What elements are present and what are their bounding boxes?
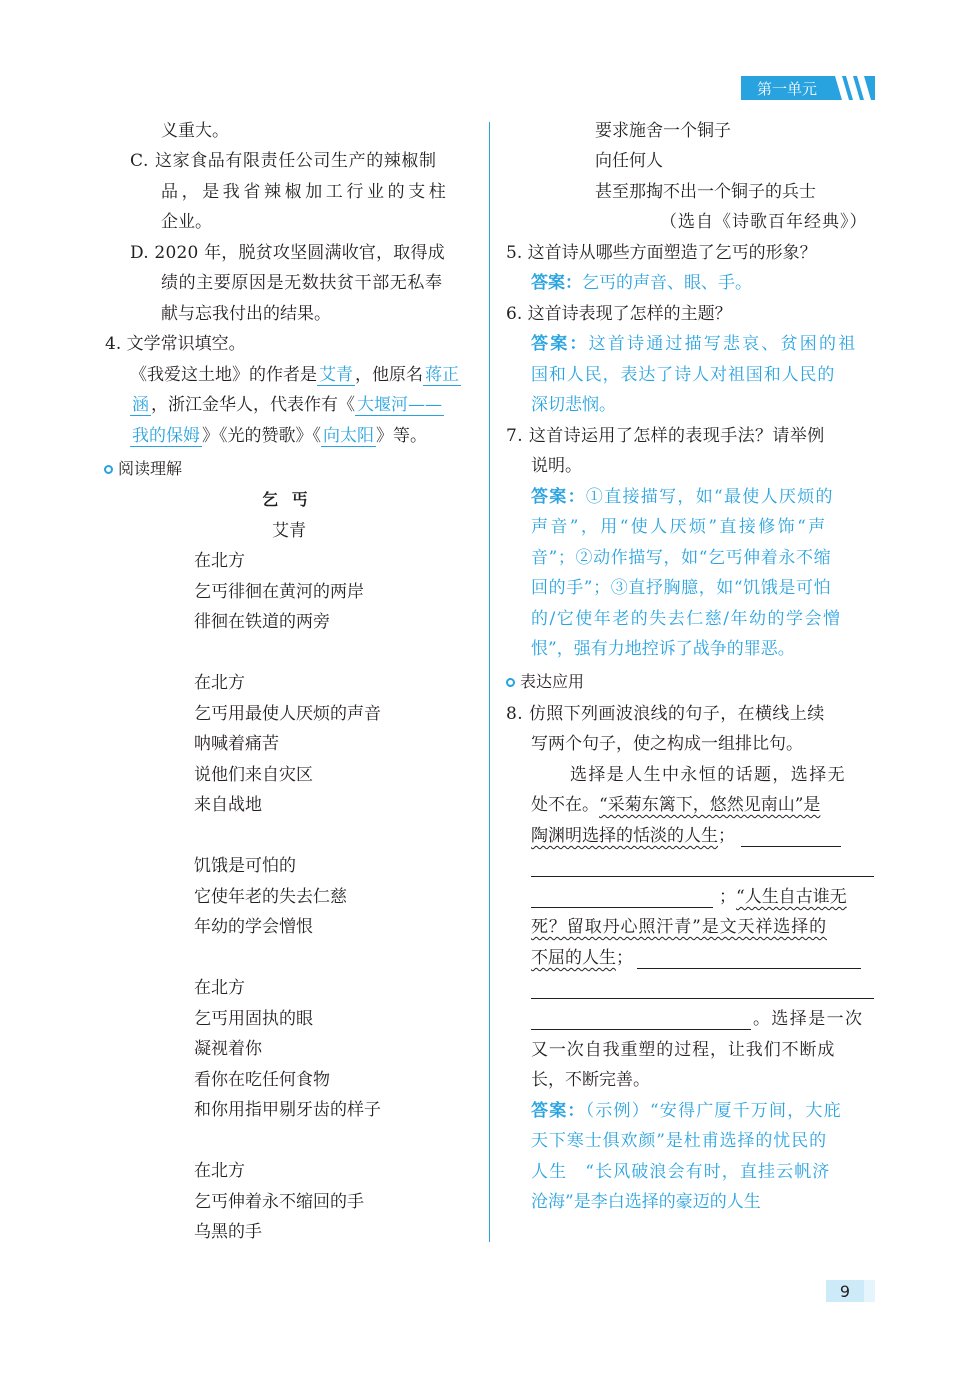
poem-line: 说他们来自灾区: [194, 764, 313, 785]
answer-7-line3: 音”；②动作描写，如“乞丐伸着永不缩: [531, 548, 832, 568]
poem-line: 凝视着你: [194, 1039, 262, 1059]
column-divider: [489, 122, 490, 1242]
poem-line: 徘徊在铁道的两旁: [194, 612, 330, 632]
q4-text: 《我爱这土地》的作者是: [130, 365, 317, 385]
poem-line: 乞丐徘徊在黄河的两岸: [194, 581, 364, 602]
answer-blank[interactable]: [531, 876, 874, 877]
answer-blank[interactable]: [637, 952, 861, 969]
poem-line: 饥饿是可怕的: [194, 856, 296, 876]
page-number-decoration: [864, 1280, 875, 1302]
answer-blank[interactable]: [531, 891, 713, 908]
option-d-line1: D. 2020 年，脱贫攻坚圆满收官，取得成: [130, 243, 445, 263]
reading-section-heading: 阅读理解: [104, 459, 182, 479]
answer-blank[interactable]: [531, 1013, 751, 1030]
answer-label: 答案：: [531, 273, 582, 293]
q4-answer-work1: 大堰河——: [357, 395, 442, 415]
poem-line: 和你用指甲剔牙齿的样子: [194, 1100, 381, 1120]
prompt-line2: 处不在。“采菊东篱下，悠然见南山”是: [531, 795, 821, 815]
option-b-tail: 义重大。: [161, 121, 229, 141]
answer-label: 答案：: [531, 487, 586, 507]
answer-label: 答案：: [531, 334, 589, 354]
answer-7-line5: 的/它使年老的失去仁慈/年幼的学会憎: [531, 609, 842, 629]
express-section-heading: 表达应用: [506, 672, 584, 692]
prompt-line3: 陶渊明选择的恬淡的人生；: [531, 825, 841, 847]
option-c-line3: 企业。: [161, 212, 212, 232]
option-d-line3: 献与忘我付出的结果。: [161, 304, 331, 324]
q4-answer-work2: 向太阳: [323, 426, 374, 446]
q4-answer-realname: 蒋正: [425, 365, 459, 385]
answer-6-line2: 国和人民，表达了诗人对祖国和人民的: [531, 365, 836, 385]
prompt-line11: 长，不断完善。: [531, 1070, 650, 1090]
question-8-line2: 写两个句子，使之构成一组排比句。: [531, 734, 803, 754]
answer-7-line2: 声音”，用“使人厌烦”直接修饰“声: [531, 517, 828, 537]
poem-line: 它使年老的失去仁慈: [194, 886, 347, 907]
page-number: 9: [826, 1280, 864, 1302]
prompt-line9: 。选择是一次: [531, 1008, 863, 1030]
answer-8-line1: 答案：（示例）“安得广厦千万间，大庇: [531, 1101, 842, 1121]
q4-text: 》等。: [376, 426, 427, 446]
question-4: 4. 文学常识填空。: [105, 334, 246, 354]
stripes-decoration: [835, 76, 875, 100]
question-4-line2: [130, 394, 444, 416]
answer-7-line4: 回的手”；③直抒胸臆，如“饥饿是可怕: [531, 578, 832, 598]
poem-line: 在北方: [194, 551, 245, 571]
question-7-line2: 说明。: [531, 456, 582, 476]
answer-5: 答案：乞丐的声音、眼、手。: [531, 273, 752, 293]
poem-line: 来自战地: [194, 795, 262, 815]
question-5: 5. 这首诗从哪些方面塑造了乞丐的形象？: [506, 243, 817, 263]
prompt-line1: 选择是人生中永恒的话题，选择无: [570, 765, 846, 785]
question-4-line1: [130, 364, 461, 386]
answer-blank[interactable]: [741, 830, 841, 847]
poem-line: 呐喊着痛苦: [194, 734, 279, 754]
wavy-sentence: 陶渊明选择的恬淡的人生: [531, 826, 718, 846]
poem-source: （选自《诗歌百年经典》）: [660, 212, 868, 232]
question-6: 6. 这首诗表现了怎样的主题？: [506, 304, 732, 324]
poem-title: 乞 丐: [262, 490, 312, 509]
q4-text: ，浙江金华人，代表作有《: [151, 395, 355, 415]
wavy-sentence: 不屈的人生: [531, 948, 616, 968]
option-c-line2: 品，是我省辣椒加工行业的支柱: [161, 182, 450, 202]
option-c-line1: C. 这家食品有限责任公司生产的辣椒制: [130, 151, 437, 171]
answer-6-line3: 深切悲悯。: [531, 395, 616, 415]
poem-line: 甚至那掏不出一个铜子的兵士: [595, 182, 816, 202]
poem-line: 乞丐伸着永不缩回的手: [194, 1191, 364, 1212]
answer-6-line1: 答案：这首诗通过描写悲哀、贫困的祖: [531, 334, 858, 354]
answer-7-line6: 恨”，强有力地控诉了战争的罪恶。: [531, 639, 795, 659]
poem-line: 乞丐用最使人厌烦的声音: [194, 703, 381, 724]
q4-text: ，他原名: [355, 365, 423, 385]
prompt-line7: 不屈的人生；: [531, 947, 861, 969]
answer-8-line2: 天下寒士俱欢颜”是杜甫选择的忧民的: [531, 1131, 827, 1151]
poem-line: 乌黑的手: [194, 1222, 262, 1242]
option-d-line2: 绩的主要原因是无数扶贫干部无私奉: [161, 273, 443, 293]
answer-8-line4: 沧海”是李白选择的豪迈的人生: [531, 1192, 761, 1212]
poem-line: 要求施舍一个铜子: [595, 121, 731, 141]
prompt-line5: ；“人生自古谁无: [531, 886, 847, 908]
question-7-line1: 7. 这首诗运用了怎样的表现手法？请举例: [506, 426, 825, 446]
circle-icon: [506, 678, 515, 687]
poem-line: 看你在吃任何食物: [194, 1069, 330, 1090]
answer-7-line1: 答案：①直接描写，如“最使人厌烦的: [531, 487, 834, 507]
prompt-line10: 又一次自我重塑的过程，让我们不断成: [531, 1040, 836, 1060]
answer-8-line3: 人生 “长风破浪会有时，直挂云帆济: [531, 1162, 831, 1182]
q4-text: 》《光的赞歌》《: [202, 426, 321, 446]
answer-label: 答案：: [531, 1101, 586, 1121]
poem-line: 乞丐用固执的眼: [194, 1008, 313, 1029]
unit-label: 第一单元: [757, 79, 818, 98]
prompt-line6: [531, 916, 827, 938]
poem-line: 在北方: [194, 1161, 245, 1181]
question-8-line1: 8. 仿照下列画波浪线的句子，在横线上续: [506, 704, 825, 724]
circle-icon: [104, 465, 113, 474]
wavy-sentence: “采菊东篱下，悠然见南山”是: [599, 795, 821, 815]
poem-author: 艾青: [272, 521, 306, 541]
poem-line: 向任何人: [595, 151, 663, 171]
q4-answer-work1-cont: 我的保姆: [132, 426, 200, 446]
poem-line: 在北方: [194, 673, 245, 693]
poem-line: 在北方: [194, 978, 245, 998]
q4-answer-author: 艾青: [319, 365, 353, 385]
q4-answer-realname-cont: 涵: [132, 395, 149, 415]
question-4-line3: [130, 425, 427, 447]
wavy-sentence: “人生自古谁无: [736, 887, 847, 907]
wavy-sentence: 死？留取丹心照汗青”是文天祥选择的: [531, 917, 827, 937]
answer-blank[interactable]: [531, 998, 874, 999]
poem-line: 年幼的学会憎恨: [194, 917, 313, 937]
